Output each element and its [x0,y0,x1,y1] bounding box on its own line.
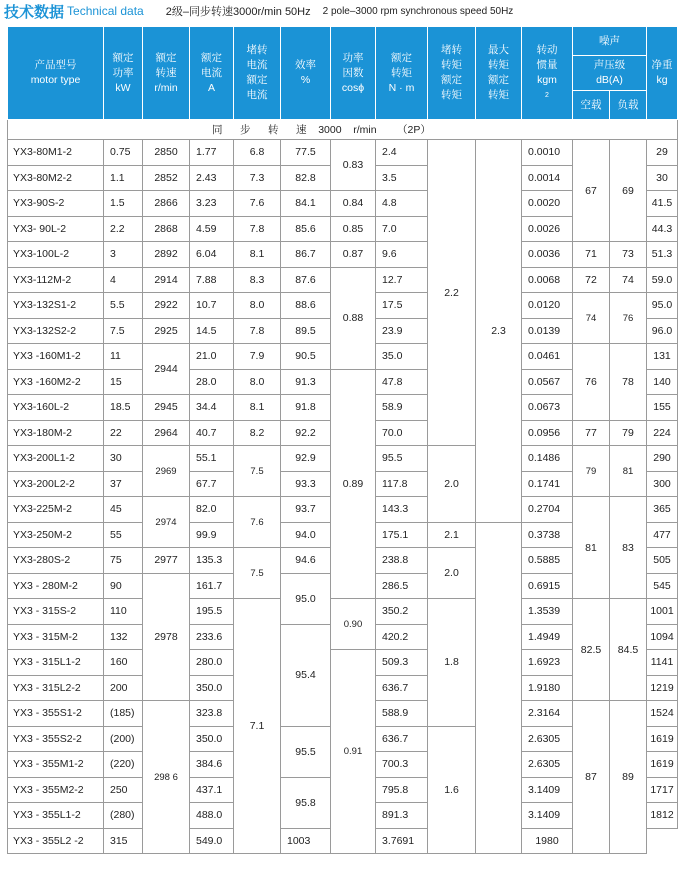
cell-nm: 4.8 [376,191,428,217]
cell-rpm: 2977 [143,548,190,574]
cell-nm: 47.8 [376,369,428,395]
cell-eff: 77.5 [281,140,331,166]
header-locked-torque: 堵转 转矩 额定 转矩 [428,27,476,120]
cell-rpm: 2868 [143,216,190,242]
table-header [8,27,678,120]
cell-lc: 7.6 [234,497,281,548]
spec-table [7,26,678,854]
cell-kg: 477 [647,522,678,548]
cell-model: YX3-100L-2 [8,242,104,268]
cell-model: YX3 - 355S1-2 [8,701,104,727]
cell-a: 34.4 [190,395,234,421]
cell-a: 488.0 [190,803,234,829]
cell-lc: 8.0 [234,293,281,319]
cell-pf: 0.91 [331,650,376,854]
cell-lc: 7.8 [234,318,281,344]
cell-model: YX3-132S1-2 [8,293,104,319]
cell-nm: 636.7 [376,675,428,701]
cell-kg: 1219 [647,675,678,701]
cell-n1: 73 [610,242,647,268]
cell-kg: 1524 [647,701,678,727]
cell-eff: 93.7 [281,497,331,523]
cell-a: 21.0 [190,344,234,370]
cell-pf: 0.87 [331,242,376,268]
cell-kg: 1812 [647,803,678,829]
cell-a: 195.5 [190,599,234,625]
cell-kg: 140 [647,369,678,395]
cell-nm: 588.9 [376,701,428,727]
cell-nm: 175.1 [376,522,428,548]
cell-j: 2.6305 [522,752,573,778]
cell-rpm: 2978 [143,573,190,701]
cell-kg: 29 [647,140,678,166]
cell-n1: 89 [610,701,647,854]
cell-pf: 0.90 [331,599,376,650]
cell-kg: 365 [647,497,678,523]
cell-eff: 87.6 [281,267,331,293]
cell-lt: 1.6 [428,726,476,854]
header-inertia: 转动 惯量 kgm 2 [522,27,573,120]
cell-j: 0.5885 [522,548,573,574]
cell-lt: 2.0 [428,548,476,599]
cell-kw: 5.5 [104,293,143,319]
cell-model: YX3-180M-2 [8,420,104,446]
cell-rpm: 2922 [143,293,190,319]
cell-a: 1.77 [190,140,234,166]
cell-lc: 7.5 [234,446,281,497]
cell-nm: 17.5 [376,293,428,319]
cell-kw: 132 [104,624,143,650]
cell-j: 0.0026 [522,216,573,242]
cell-kg: 44.3 [647,216,678,242]
cell-model: YX3-200L1-2 [8,446,104,472]
cell-kw: 160 [104,650,143,676]
header-speed: 额定 转速 r/min [143,27,190,120]
cell-model: YX3 - 355M2-2 [8,777,104,803]
cell-lc: 7.5 [234,548,281,599]
cell-kg: 505 [647,548,678,574]
cell-j: 0.0014 [522,165,573,191]
header-power-factor: 功率 因数 cosϕ [331,27,376,120]
cell-eff: 91.3 [281,369,331,395]
cell-nm: 891.3 [376,803,428,829]
cell-n1: 76 [610,293,647,344]
cell-n1: 81 [610,446,647,497]
cell-j: 0.2704 [522,497,573,523]
cell-model: YX3 - 355M1-2 [8,752,104,778]
header-current: 额定 电流 A [190,27,234,120]
cell-nm: 238.8 [376,548,428,574]
cell-n0: 76 [573,344,610,421]
cell-n1: 83 [610,497,647,599]
header-efficiency: 效率 % [281,27,331,120]
cell-n0: 82.5 [573,599,610,701]
cell-eff: 95.0 [281,573,331,624]
cell-model: YX3 - 315L1-2 [8,650,104,676]
cell-j: 0.1741 [522,471,573,497]
cell-nm: 23.9 [376,318,428,344]
cell-a: 6.04 [190,242,234,268]
cell-model: YX3 -160M2-2 [8,369,104,395]
cell-j: 0.0120 [522,293,573,319]
cell-model: YX3-80M1-2 [8,140,104,166]
cell-kg: 1619 [647,752,678,778]
cell-lt: 2.1 [428,522,476,548]
cell-kw: 7.5 [104,318,143,344]
cell-kw: 18.5 [104,395,143,421]
cell-model: YX3 - 355L2 -2 [8,828,104,854]
cell-kg: 96.0 [647,318,678,344]
cell-n0: 81 [573,497,610,599]
cell-model: YX3 - 280M-2 [8,573,104,599]
cell-a: 135.3 [190,548,234,574]
cell-a: 3.23 [190,191,234,217]
cell-nm: 12.7 [376,267,428,293]
cell-lc: 7.8 [234,216,281,242]
cell-j: 0.0068 [522,267,573,293]
cell-nm: 58.9 [376,395,428,421]
cell-model: YX3 - 355L1-2 [8,803,104,829]
title-bar [4,0,680,22]
cell-eff: 92.9 [281,446,331,472]
cell-rpm: 2945 [143,395,190,421]
cell-lt: 1.8 [428,599,476,727]
cell-model: YX3-280S-2 [8,548,104,574]
cell-j: 0.0567 [522,369,573,395]
cell-j: 0.6915 [522,573,573,599]
cell-j: 1.6923 [522,650,573,676]
cell-n0: 71 [573,242,610,268]
cell-n0: 74 [573,293,610,344]
cell-n0: 87 [573,701,610,854]
header-model: 产品型号 motor type [8,27,104,120]
cell-model: YX3-80M2-2 [8,165,104,191]
cell-a: 10.7 [190,293,234,319]
cell-kw: 15 [104,369,143,395]
cell-model: YX3 - 315M-2 [8,624,104,650]
cell-n0: 77 [573,420,610,446]
table-row [8,267,678,293]
header-weight: 净重 kg [647,27,678,120]
cell-rpm: 2850 [143,140,190,166]
cell-a: 350.0 [190,726,234,752]
cell-mt [476,522,522,854]
cell-rpm: 2944 [143,344,190,395]
cell-pf: 0.88 [331,267,376,369]
cell-kg: 1717 [647,777,678,803]
cell-n1: 79 [610,420,647,446]
cell-eff: 88.6 [281,293,331,319]
cell-lc: 8.1 [234,242,281,268]
cell-rpm: 2892 [143,242,190,268]
cell-model: YX3- 90L-2 [8,216,104,242]
cell-a: 350.0 [190,675,234,701]
cell-kg: 95.0 [647,293,678,319]
cell-kw: 90 [104,573,143,599]
cell-kg: 155 [647,395,678,421]
table-row [8,599,678,625]
cell-kw: 4 [104,267,143,293]
cell-kg: 300 [647,471,678,497]
header-load: 负载 [610,91,647,120]
cell-kg: 1980 [522,828,573,854]
cell-nm: 143.3 [376,497,428,523]
cell-lc: 8.3 [234,267,281,293]
cell-nm: 286.5 [376,573,428,599]
header-no-load: 空载 [573,91,610,120]
cell-eff: 95.5 [281,726,331,777]
cell-a: 55.1 [190,446,234,472]
cell-j: 1.4949 [522,624,573,650]
cell-a: 233.6 [190,624,234,650]
cell-n1: 84.5 [610,599,647,701]
cell-j: 3.7691 [376,828,428,854]
cell-a: 384.6 [190,752,234,778]
cell-a: 280.0 [190,650,234,676]
cell-a: 437.1 [190,777,234,803]
header-power: 额定 功率 kW [104,27,143,120]
cell-kg: 290 [647,446,678,472]
cell-rpm: 2852 [143,165,190,191]
cell-lc: 8.2 [234,420,281,446]
cell-kw: 3 [104,242,143,268]
cell-lc: 7.9 [234,344,281,370]
cell-eff: 85.6 [281,216,331,242]
cell-eff: 93.3 [281,471,331,497]
cell-nm: 420.2 [376,624,428,650]
cell-nm: 2.4 [376,140,428,166]
cell-n1: 78 [610,344,647,421]
cell-eff: 82.8 [281,165,331,191]
cell-n0: 79 [573,446,610,497]
cell-rpm: 2925 [143,318,190,344]
cell-j: 0.0139 [522,318,573,344]
cell-j: 2.6305 [522,726,573,752]
cell-kw: 55 [104,522,143,548]
cell-model: YX3-225M-2 [8,497,104,523]
cell-lc: 7.1 [234,599,281,854]
cell-a: 161.7 [190,573,234,599]
cell-pf: 0.85 [331,216,376,242]
cell-kg: 1141 [647,650,678,676]
header-max-torque: 最大 转矩 额定 转矩 [476,27,522,120]
cell-model: YX3-132S2-2 [8,318,104,344]
cell-kg: 131 [647,344,678,370]
cell-rpm: 298 6 [143,701,190,854]
cell-eff: 84.1 [281,191,331,217]
cell-kw: 22 [104,420,143,446]
cell-j: 3.1409 [522,803,573,829]
cell-eff: 89.5 [281,318,331,344]
cell-n0: 67 [573,140,610,242]
cell-a: 67.7 [190,471,234,497]
cell-model: YX3-90S-2 [8,191,104,217]
cell-model: YX3-160L-2 [8,395,104,421]
cell-kw: 110 [104,599,143,625]
sync-speed-cell: 同 步 转 速 3000 r/min （2P） [8,120,678,140]
cell-a: 323.8 [190,701,234,727]
cell-kg: 1094 [647,624,678,650]
cell-kg: 1001 [647,599,678,625]
header-noise: 噪声 [573,27,647,56]
cell-j: 0.0010 [522,140,573,166]
cell-model: YX3-200L2-2 [8,471,104,497]
cell-a: 40.7 [190,420,234,446]
cell-lc: 7.6 [234,191,281,217]
cell-kw: 250 [104,777,143,803]
cell-model: YX3 -160M1-2 [8,344,104,370]
cell-kw: (200) [104,726,143,752]
cell-j: 1.9180 [522,675,573,701]
cell-kw: 37 [104,471,143,497]
cell-j: 0.1486 [522,446,573,472]
cell-nm: 350.2 [376,599,428,625]
cell-kg: 41.5 [647,191,678,217]
cell-model: YX3-112M-2 [8,267,104,293]
cell-j: 0.0036 [522,242,573,268]
cell-nm: 1003 [281,828,331,854]
cell-kw: 1.1 [104,165,143,191]
cell-a: 4.59 [190,216,234,242]
cell-model: YX3 - 315L2-2 [8,675,104,701]
cell-kg: 224 [647,420,678,446]
title-en: Technical data [67,4,144,18]
cell-j: 3.1409 [522,777,573,803]
cell-pf: 0.84 [331,191,376,217]
cell-nm: 700.3 [376,752,428,778]
cell-lc: 7.3 [234,165,281,191]
cell-eff: 95.4 [281,624,331,726]
cell-nm: 9.6 [376,242,428,268]
cell-nm: 7.0 [376,216,428,242]
title-cn-sub: 2级–同步转速3000r/min 50Hz [165,6,311,18]
cell-lc: 6.8 [234,140,281,166]
title-main: 技术数据 [4,3,65,21]
cell-rpm: 2964 [143,420,190,446]
cell-nm: 70.0 [376,420,428,446]
cell-eff: 95.8 [281,777,331,828]
cell-kg: 59.0 [647,267,678,293]
cell-eff: 92.2 [281,420,331,446]
cell-a: 7.88 [190,267,234,293]
cell-kw: (220) [104,752,143,778]
cell-j: 0.0461 [522,344,573,370]
title-en-sub: 2 pole–3000 rpm synchronous speed 50Hz [322,5,514,17]
cell-kg: 51.3 [647,242,678,268]
cell-j: 2.3164 [522,701,573,727]
cell-rpm: 2969 [143,446,190,497]
cell-nm: 636.7 [376,726,428,752]
cell-j: 1.3539 [522,599,573,625]
cell-mt: 2.3 [476,140,522,523]
table-row [8,140,678,166]
cell-model: YX3-250M-2 [8,522,104,548]
cell-kw: (280) [104,803,143,829]
cell-nm: 35.0 [376,344,428,370]
cell-nm: 95.5 [376,446,428,472]
cell-eff: 94.0 [281,522,331,548]
cell-a: 82.0 [190,497,234,523]
cell-rpm: 2914 [143,267,190,293]
cell-kw: 30 [104,446,143,472]
cell-kw: 2.2 [104,216,143,242]
cell-n1: 74 [610,267,647,293]
cell-kw: 0.75 [104,140,143,166]
cell-kw: 1.5 [104,191,143,217]
cell-j: 0.0956 [522,420,573,446]
header-torque: 额定 转矩 N · m [376,27,428,120]
cell-a: 549.0 [190,828,234,854]
cell-eff: 91.8 [281,395,331,421]
cell-kg: 545 [647,573,678,599]
cell-lt: 2.0 [428,446,476,523]
header-locked-current: 堵转 电流 额定 电流 [234,27,281,120]
cell-j: 0.0673 [522,395,573,421]
sync-speed-row [8,120,678,140]
cell-kw: 200 [104,675,143,701]
cell-a: 28.0 [190,369,234,395]
cell-rpm: 2974 [143,497,190,548]
cell-j: 0.3738 [522,522,573,548]
cell-n1: 69 [610,140,647,242]
cell-j: 0.0020 [522,191,573,217]
cell-nm: 509.3 [376,650,428,676]
cell-model: YX3 - 315S-2 [8,599,104,625]
cell-eff: 94.6 [281,548,331,574]
cell-eff: 86.7 [281,242,331,268]
cell-lt: 2.2 [428,140,476,446]
cell-kw: 75 [104,548,143,574]
cell-nm: 795.8 [376,777,428,803]
cell-pf: 0.83 [331,140,376,191]
cell-kg: 30 [647,165,678,191]
cell-rpm: 2866 [143,191,190,217]
cell-lc: 8.0 [234,369,281,395]
header-spl: 声压级 dB(A) [573,56,647,91]
table-body [8,120,678,854]
cell-a: 2.43 [190,165,234,191]
cell-pf: 0.89 [331,369,376,599]
cell-n0: 72 [573,267,610,293]
cell-a: 99.9 [190,522,234,548]
cell-model: YX3 - 355S2-2 [8,726,104,752]
cell-eff: 90.5 [281,344,331,370]
table-row [8,242,678,268]
cell-kw: 11 [104,344,143,370]
cell-kw: 315 [104,828,143,854]
cell-kw: (185) [104,701,143,727]
cell-nm: 3.5 [376,165,428,191]
cell-a: 14.5 [190,318,234,344]
cell-lc: 8.1 [234,395,281,421]
cell-kw: 45 [104,497,143,523]
cell-kg: 1619 [647,726,678,752]
cell-nm: 117.8 [376,471,428,497]
